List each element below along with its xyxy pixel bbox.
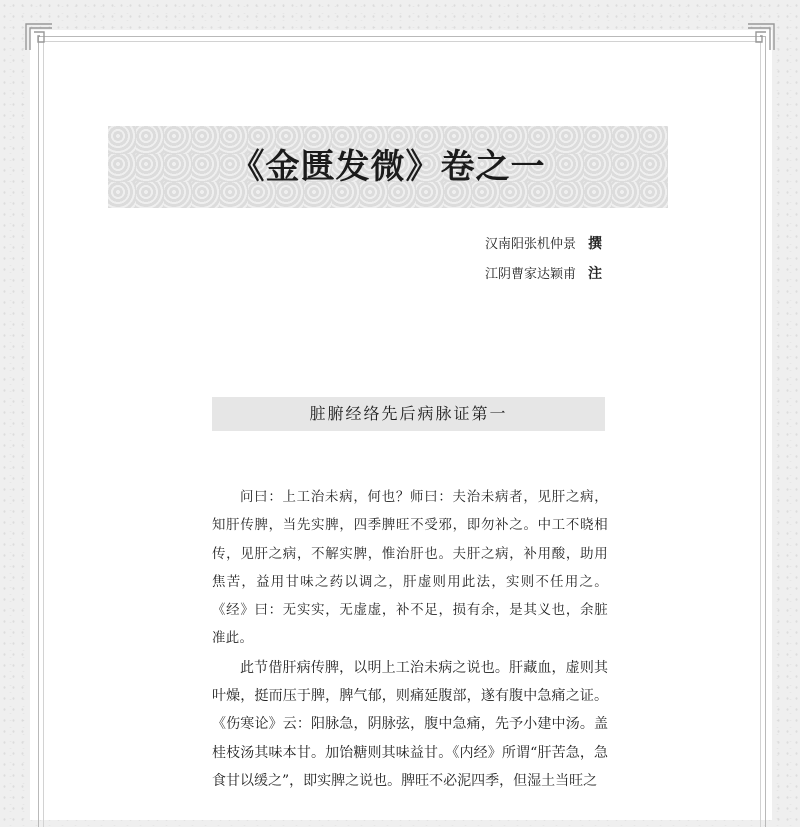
chapter-title: 《金匮发微》卷之一 <box>230 147 546 187</box>
author-name: 江阴曹家达颖甫 <box>484 267 576 282</box>
section-title: 脏腑经络先后病脉证第一 <box>309 404 508 423</box>
corner-ornament-icon <box>24 22 54 52</box>
original-text-paragraph: 问曰：上工治未病，何也？师曰：夫治未病者，见肝之病，知肝传脾，当先实脾，四季脾旺不受邪，即勿补之。中工不晓相传，见肝之病，不解实脾，惟治肝也。夫肝之病，补用酸，助用焦苦，益用甘味之药以调之，肝虚则用此法，实则不任用之。《经》曰：无实实，无虚虚，补不足，损有余，是其义也，余脏准此。 <box>212 490 608 647</box>
author-role: 注 <box>588 266 602 282</box>
author-line <box>485 262 602 292</box>
author-line <box>485 232 602 262</box>
body-text <box>212 484 608 795</box>
title-banner <box>108 126 668 208</box>
section-banner <box>212 397 605 431</box>
commentary-paragraph: 此节借肝病传脾，以明上工治未病之说也。肝藏血，虚则其叶燥，挺而压于脾，脾气郁，则痛延腹部，遂有腹中急痛之证。《伤寒论》云：阳脉急，阴脉弦，腹中急痛，先予小建中汤。盖桂枝汤其味本甘。加饴糖则其味益甘。《内经》所谓“肝苦急，急食甘以缓之”，即实脾之说也。脾旺不必泥四季，但湿土当旺之 <box>212 659 608 789</box>
author-name: 汉南阳张机仲景 <box>484 237 576 252</box>
corner-ornament-icon <box>746 22 776 52</box>
author-role: 撰 <box>588 236 602 252</box>
author-credits <box>485 232 602 292</box>
